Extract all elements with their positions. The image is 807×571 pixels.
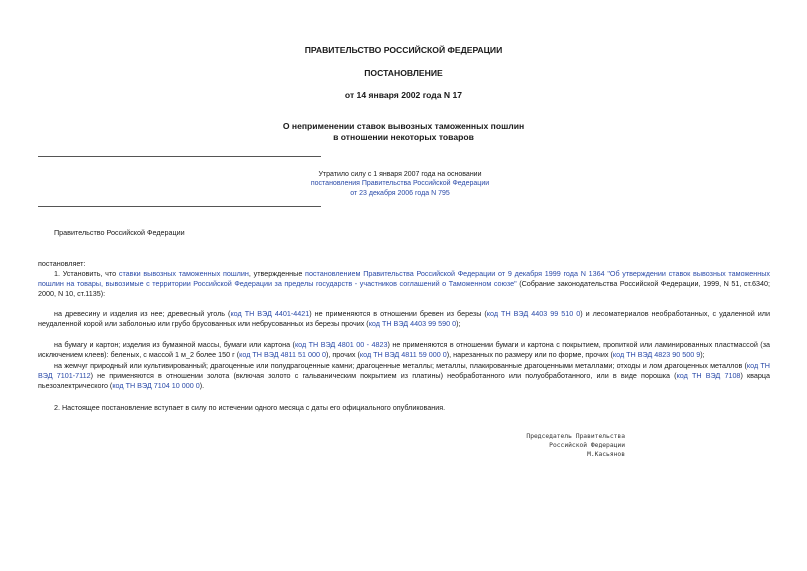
- p2-link-code-4403-510[interactable]: код ТН ВЭД 4403 99 510 0: [486, 309, 581, 318]
- p4-link-code-7108[interactable]: код ТН ВЭД 7108: [676, 370, 741, 380]
- signature-line-3: М.Касьянов: [587, 450, 625, 458]
- p4-link-code-7104[interactable]: код ТН ВЭД 7104 10 000 0: [112, 380, 200, 390]
- signature-line-1: Председатель Правительства: [526, 433, 625, 440]
- paragraph-1: [38, 269, 770, 299]
- document-date-number: от 14 января 2002 года N 17: [344, 90, 463, 100]
- signature-block: [470, 433, 625, 459]
- title-line-2: в отношении некоторых товаров: [333, 132, 474, 143]
- p1-text-a: 1. Установить, что: [54, 269, 119, 278]
- paragraph-precious: [38, 361, 770, 391]
- p3-text-c: ), прочих (: [326, 349, 360, 359]
- document-type-heading: ПОСТАНОВЛЕНИЕ: [364, 68, 443, 78]
- divider-top: [38, 156, 321, 157]
- document-title: [0, 121, 807, 143]
- issuer-heading: ПРАВИТЕЛЬСТВО РОССИЙСКОЙ ФЕДЕРАЦИИ: [304, 45, 503, 55]
- p3-text-d: ), нарезанных по размеру или по форме, прочих (: [446, 349, 613, 359]
- signature-line-2: Российской Федерации: [549, 441, 625, 449]
- lost-force-line-1: Утратило силу с 1 января 2007 года на основании: [318, 171, 482, 178]
- p2-text-c: ) и лесоматериалов необработанных, с удаленной или неудаленной корой или заболонью или грубо брусованных или небрусованных из березы прочих (: [38, 309, 771, 328]
- p1-text-c: (Собрание законодательства Российской Федерации, 1999, N 51, ст.6340; 2000, N 10, ст.1135):: [38, 278, 770, 298]
- p4-text-b: ) не применяются в отношении золота (включая золото с гальваническим покрытием из платины) необработанного или полуобработанного, или в виде порошка (: [90, 370, 677, 380]
- paragraph-paper: [38, 340, 770, 360]
- divider-bottom: [38, 206, 321, 207]
- p3-link-code-4801[interactable]: код ТН ВЭД 4801 00 - 4823: [294, 340, 388, 349]
- lost-force-note: [210, 170, 590, 198]
- p3-text-a: на бумагу и картон; изделия из бумажной массы, бумаги или картона (: [54, 340, 295, 349]
- p1-link-resolution-1364[interactable]: постановлением Правительства Российской Федерации от 9 декабря 1999 года N 1364 "Об утверждении ставок вывозных таможенных пошлин на товары, вывозимые с территории Российской Федерации за пределы государств - участников соглашений о Таможенном союзе": [38, 269, 770, 288]
- p1-text-b: , утвержденные: [248, 269, 306, 278]
- paragraph-2: 2. Настоящее постановление вступает в силу по истечении одного месяца с даты его официального опубликования.: [54, 403, 446, 412]
- p4-text-a: на жемчуг природный или культивированный; драгоценные или полудрагоценные камни; драгоценные металлы; металлы, плакированные драгоценными металлами; отходы и лом драгоценных металлов (: [54, 361, 747, 370]
- p3-link-code-4823[interactable]: код ТН ВЭД 4823 90 500 9: [612, 349, 701, 359]
- p1-link-duty-rates[interactable]: ставки вывозных таможенных пошлин: [118, 269, 249, 278]
- postanovlyaet-line: постановляет:: [38, 259, 86, 268]
- p3-link-code-4811-59[interactable]: код ТН ВЭД 4811 59 000 0: [359, 349, 447, 359]
- p2-text-d: );: [456, 318, 461, 328]
- lost-force-link-line-3[interactable]: от 23 декабря 2006 года N 795: [350, 189, 450, 197]
- p4-text-d: ).: [199, 380, 205, 390]
- government-line: Правительство Российской Федерации: [54, 228, 185, 237]
- p2-link-code-4403-590[interactable]: код ТН ВЭД 4403 99 590 0: [368, 318, 457, 328]
- p3-text-e: );: [700, 349, 705, 359]
- p4-text-c: ) кварца пьезоэлектрического (: [38, 370, 770, 390]
- paragraph-wood: [38, 309, 770, 329]
- title-line-1: О неприменении ставок вывозных таможенных пошлин: [282, 121, 525, 131]
- p3-link-code-4811-51[interactable]: код ТН ВЭД 4811 51 000 0: [239, 349, 326, 359]
- p3-text-b: ) не применяются в отношении бумаги и картона с покрытием, пропиткой или ламинированных пластмассой (за исключением клеев): беленых, с массой 1 м_2 более 150 г (: [38, 340, 770, 359]
- p2-text-a: на древесину и изделия из нее; древесный уголь (: [54, 309, 231, 318]
- p4-link-code-7101[interactable]: код ТН ВЭД 7101-7112: [38, 361, 771, 380]
- p2-text-b: ) не применяются в отношении бревен из березы (: [309, 309, 487, 318]
- lost-force-link-line-2[interactable]: постановления Правительства Российской Федерации: [310, 180, 490, 188]
- p2-link-code-4401[interactable]: код ТН ВЭД 4401-4421: [230, 309, 310, 318]
